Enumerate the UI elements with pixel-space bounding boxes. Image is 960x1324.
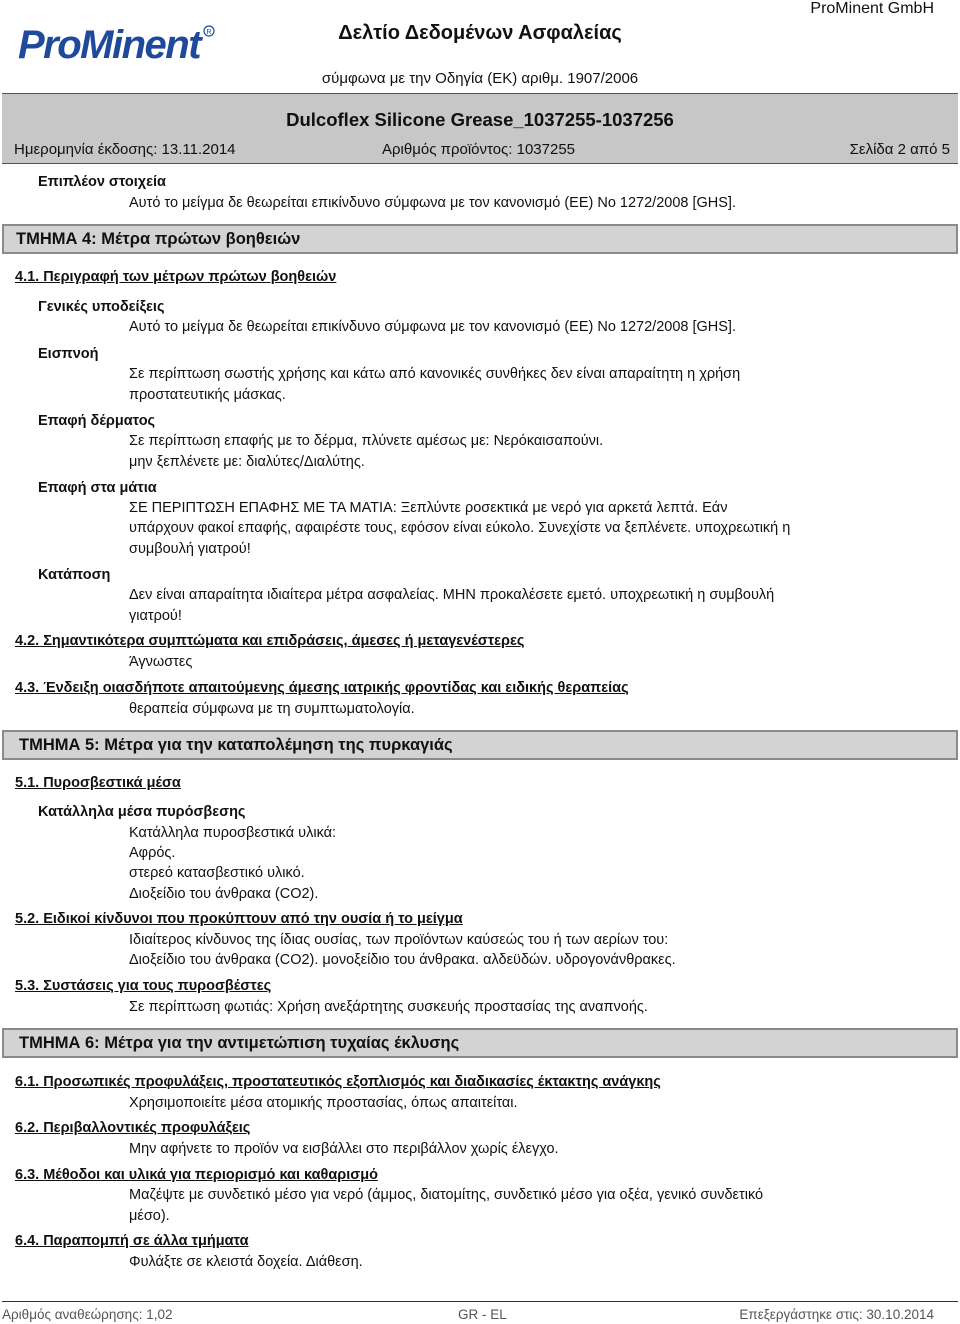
special-hazards-line-1: Ιδιαίτερος κίνδυνος της ίδιας ουσίας, των προϊόντων καύσεώς του ή των αερίων του:	[129, 932, 669, 948]
subsection-6-4-heading: 6.4. Παραπομπή σε άλλα τμήματα	[15, 1233, 249, 1249]
document-title: Δελτίο Δεδομένων Ασφαλείας	[338, 22, 622, 44]
svg-text:R: R	[206, 29, 212, 36]
product-number: Αριθμός προϊόντος: 1037255	[382, 141, 576, 158]
extinguishing-media-line-4: Διοξείδιο του άνθρακα (CO2).	[129, 886, 319, 902]
inhalation-text-line-2: προστατευτικής μάσκας.	[129, 387, 286, 403]
eye-contact-text-line-1: ΣΕ ΠΕΡΙΠΤΩΣΗ ΕΠΑΦΗΣ ΜΕ ΤΑ ΜΑΤΙΑ: Ξεπλύντε ροσεκτικά με νερό για αρκετά λεπτά. Εάν	[129, 500, 728, 516]
skin-contact-text-line-2: μην ξεπλένετε με: διαλύτες/Διαλύτης.	[129, 454, 365, 470]
other-sections-text: Φυλάξτε σε κλειστά δοχεία. Διάθεση.	[129, 1254, 363, 1270]
skin-contact-text-line-1: Σε περίπτωση επαφής με το δέρμα, πλύνετε αμέσως με: Νερόκαισαπούνι.	[129, 433, 604, 449]
ingestion-text-line-2: γιατρού!	[129, 608, 182, 624]
product-name: Dulcoflex Silicone Grease_1037255-1037256	[286, 109, 674, 130]
extra-info-text: Αυτό το μείγμα δε θεωρείται επικίνδυνο σύμφωνα με τον κανονισμό (ΕΕ) Νο 1272/2008 [GHS].	[129, 195, 736, 211]
document-subtitle: σύμφωνα με την Οδηγία (ΕΚ) αριθμ. 1907/2006	[321, 70, 639, 87]
general-advice-label: Γενικές υποδείξεις	[38, 299, 165, 315]
subsection-6-2-heading: 6.2. Περιβαλλοντικές προφυλάξεις	[15, 1120, 251, 1136]
firefighter-advice-text: Σε περίπτωση φωτιάς: Χρήση ανεξάρτητης συσκευής προστασίας της αναπνοής.	[129, 999, 648, 1015]
subsection-5-1-heading: 5.1. Πυροσβεστικά μέσα	[15, 775, 181, 791]
subsection-4-3-text: θεραπεία σύμφωνα με τη συμπτωματολογία.	[129, 701, 415, 717]
subsection-4-2-text: Άγνωστες	[129, 654, 193, 670]
special-hazards-line-2: Διοξείδιο του άνθρακα (CO2). μονοξείδιο του άνθρακα. αλδεϋδών. υδρογονάνθρακες.	[129, 952, 676, 968]
inhalation-text-line-1: Σε περίπτωση σωστής χρήσης και κάτω από κανονικές συνθήκες δεν είναι απαραίτητη η χρήση	[129, 366, 741, 382]
containment-text-line-2: μέσο).	[129, 1208, 170, 1224]
section-5-title: ΤΜΗΜΑ 5: Μέτρα για την καταπολέμηση της πυρκαγιάς	[19, 736, 453, 754]
inhalation-label: Εισπνοή	[38, 346, 99, 362]
containment-text-line-1: Μαζέψτε με συνδετικό μέσο για νερό (άμμος, διατομίτης, συνδετικό μέσο για οξέα, γενικό συνδετικό	[129, 1187, 764, 1203]
company-name: ProMinent GmbH	[810, 0, 934, 17]
ingestion-text-line-1: Δεν είναι απαραίτητα ιδιαίτερα μέτρα ασφαλείας. ΜΗΝ προκαλέσετε εμετό. υποχρεωτική η συμβουλή	[129, 587, 775, 603]
section-6-title: ΤΜΗΜΑ 6: Μέτρα για την αντιμετώπιση τυχαίας έκλυσης	[19, 1034, 460, 1052]
logo-wordmark: ProMinent	[18, 23, 201, 66]
extinguishing-media-label: Κατάλληλα μέσα πυρόσβεσης	[38, 804, 246, 820]
extinguishing-media-line-2: Αφρός.	[129, 845, 176, 861]
subsection-6-1-heading: 6.1. Προσωπικές προφυλάξεις, προστατευτικός εξοπλισμός και διαδικασίες έκτακτης ανάγκης	[15, 1074, 661, 1090]
extinguishing-media-line-3: στερεό κατασβεστικό υλικό.	[129, 865, 305, 881]
subsection-5-2-heading: 5.2. Ειδικοί κίνδυνοι που προκύπτουν από την ουσία ή το μείγμα	[15, 911, 463, 927]
personal-precautions-text: Χρησιμοποιείτε μέσα ατομικής προστασίας, όπως απαιτείται.	[129, 1095, 518, 1111]
subsection-4-1-heading: 4.1. Περιγραφή των μέτρων πρώτων βοηθειών	[15, 269, 337, 285]
page-number: Σελίδα 2 από 5	[849, 141, 950, 158]
skin-contact-label: Επαφή δέρματος	[38, 413, 156, 429]
locale-code: GR - EL	[458, 1307, 507, 1322]
section-4-title: ΤΜΗΜΑ 4: Μέτρα πρώτων βοηθειών	[16, 230, 301, 248]
subsection-4-3-heading: 4.3. Ένδειξη οιασδήποτε απαιτούμενης άμεσης ιατρικής φροντίδας και ειδικής θεραπείας	[15, 680, 629, 696]
eye-contact-text-line-3: συμβουλή γιατρού!	[129, 541, 251, 557]
issue-date: Ημερομηνία έκδοσης: 13.11.2014	[14, 141, 236, 158]
eye-contact-label: Επαφή στα μάτια	[38, 480, 157, 496]
eye-contact-text-line-2: υπάρχουν φακοί επαφής, αφαιρέστε τους, εφόσον είναι εύκολο. Συνεχίστε να ξεπλένετε. υποχρεωτική η	[129, 520, 791, 536]
ingestion-label: Κατάποση	[38, 567, 111, 583]
general-advice-text: Αυτό το μείγμα δε θεωρείται επικίνδυνο σύμφωνα με τον κανονισμό (ΕΕ) Νο 1272/2008 [GHS].	[129, 319, 736, 335]
extinguishing-media-line-1: Κατάλληλα πυροσβεστικά υλικά:	[129, 825, 337, 841]
subsection-5-3-heading: 5.3. Συστάσεις για τους πυροσβέστες	[15, 978, 272, 994]
environmental-precautions-text: Μην αφήνετε το προϊόν να εισβάλλει στο περιβάλλον χωρίς έλεγχο.	[129, 1141, 559, 1157]
processed-date: Επεξεργάστηκε στις: 30.10.2014	[739, 1307, 934, 1322]
revision-number: Αριθμός αναθεώρησης: 1,02	[2, 1307, 173, 1322]
extra-info-label: Επιπλέον στοιχεία	[38, 174, 166, 190]
footer-divider	[2, 1301, 958, 1302]
subsection-6-3-heading: 6.3. Μέθοδοι και υλικά για περιορισμό και καθαρισμό	[15, 1167, 378, 1183]
subsection-4-2-heading: 4.2. Σημαντικότερα συμπτώματα και επιδράσεις, άμεσες ή μεταγενέστερες	[15, 633, 525, 649]
